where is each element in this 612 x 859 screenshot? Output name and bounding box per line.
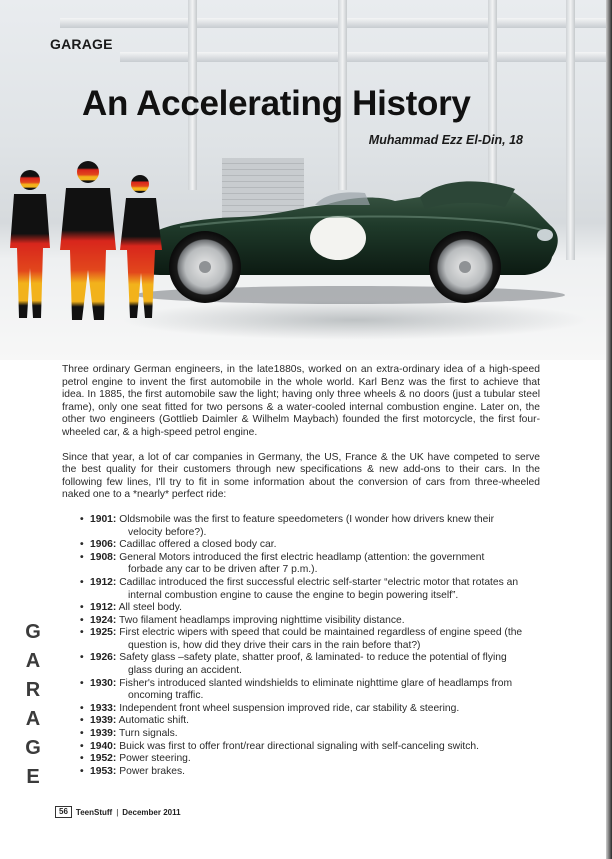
timeline-year: 1953: <box>90 765 117 777</box>
timeline-year: 1940: <box>90 740 117 752</box>
timeline-text: Power brakes. <box>119 765 186 777</box>
timeline-year: 1912: <box>90 576 117 588</box>
bullet-icon: • <box>80 513 84 525</box>
timeline-year: 1912: <box>90 602 117 614</box>
timeline-text: Buick was first to offer front/rear directional signaling with self-canceling switch. <box>119 740 480 752</box>
bullet-icon: • <box>80 753 84 765</box>
timeline-list <box>62 514 540 778</box>
bullet-icon: • <box>80 614 84 626</box>
timeline-text: Safety glass –safety plate, shatter proof, & laminated- to reduce the potential of flying <box>119 652 507 664</box>
side-label-letter: A <box>25 708 41 730</box>
bullet-icon: • <box>80 677 84 689</box>
issue-date: December 2011 <box>122 807 181 817</box>
timeline-text: Fisher's introduced slanted windshields to eliminate nighttime glare of headlamps from <box>119 677 513 689</box>
bullet-icon: • <box>80 602 84 614</box>
timeline-item <box>80 678 540 703</box>
vertical-section-label <box>18 618 48 792</box>
side-label-letter: G <box>25 737 41 759</box>
intro-paragraph: Since that year, a lot of car companies in Germany, the US, France & the UK have competed to serve the best quality for their customers through new specifications & new add-ons to their cars. In the following few lines, I'll try to fit in some information about the conversion of cars from three-wheeled naked one to a *nearly* perfect ride: <box>62 451 540 501</box>
timeline-item <box>80 753 540 766</box>
timeline-text: Automatic shift. <box>118 715 190 727</box>
article-byline: Muhammad Ezz El-Din, 18 <box>368 133 523 147</box>
timeline-text: General Motors introduced the first electric headlamp (attention: the government <box>119 551 485 563</box>
timeline-item <box>80 766 540 779</box>
section-tag: GARAGE <box>50 36 113 52</box>
bullet-icon: • <box>80 740 84 752</box>
bullet-icon: • <box>80 627 84 639</box>
bullet-icon: • <box>80 715 84 727</box>
timeline-year: 1939: <box>90 728 117 740</box>
bullet-icon: • <box>80 702 84 714</box>
page-footer <box>55 806 181 818</box>
timeline-item <box>80 577 540 602</box>
timeline-text: Independent front wheel suspension improved ride, car stability & steering. <box>119 702 460 714</box>
timeline-text: Cadillac introduced the first successful electric self-starter “electric motor that rotates an <box>119 576 519 588</box>
timeline-item <box>80 715 540 728</box>
timeline-year: 1926: <box>90 652 117 664</box>
hero-photo <box>0 0 606 360</box>
side-label-letter: A <box>25 650 41 672</box>
timeline-text: Two filament headlamps improving nighttime visibility distance. <box>119 614 405 626</box>
timeline-item <box>80 627 540 652</box>
page-edge-shadow <box>606 0 612 859</box>
timeline-text-cont: forbade any car to be driven after 7 p.m.). <box>128 564 318 576</box>
timeline-item <box>80 602 540 615</box>
timeline-text-cont: question is, how did they drive their cars in the rain before that?) <box>128 639 421 651</box>
timeline-year: 1906: <box>90 539 117 551</box>
timeline-text: All steel body. <box>118 602 182 614</box>
timeline-item <box>80 552 540 577</box>
bullet-icon: • <box>80 728 84 740</box>
timeline-year: 1901: <box>90 513 117 525</box>
timeline-item <box>80 703 540 716</box>
timeline-text-cont: velocity before?). <box>128 526 207 538</box>
bullet-icon: • <box>80 551 84 563</box>
side-label-letter: R <box>25 679 41 701</box>
flag-figures-illustration <box>10 158 175 328</box>
bullet-icon: • <box>80 765 84 777</box>
timeline-year: 1939: <box>90 715 117 727</box>
timeline-item <box>80 728 540 741</box>
magazine-name: TeenStuff <box>75 807 113 817</box>
page-number: 56 <box>55 806 72 818</box>
timeline-item <box>80 615 540 628</box>
timeline-year: 1930: <box>90 677 117 689</box>
timeline-year: 1952: <box>90 753 117 765</box>
side-label-letter: E <box>26 766 40 788</box>
intro-paragraph: Three ordinary German engineers, in the late1880s, worked on an extra-ordinary idea of a high-speed petrol engine to invent the first automobile in the whole world. Karl Benz was the first to achieve that idea. In 1885, the first automobile saw the light; having only three wheels & no doors (just a tubular steel frame), only one seat fitted for two persons & a water-cooled internal combustion engine. Later on, the other two engineers (Gottlieb Daimler & Wilhelm Maybach) founded the first motorcycle, the first four-wheeled car, & a high-speed petrol engine. <box>62 364 540 438</box>
race-car-image <box>120 175 570 310</box>
timeline-year: 1933: <box>90 702 117 714</box>
timeline-text: Power steering. <box>119 753 191 765</box>
timeline-item <box>80 652 540 677</box>
timeline-text-cont: glass during an accident. <box>128 665 242 677</box>
bullet-icon: • <box>80 539 84 551</box>
timeline-text: Oldsmobile was the first to feature speedometers (I wonder how drivers knew their <box>119 513 495 525</box>
timeline-text-cont: internal combustion engine to cause the engine to begin powering itself”. <box>128 589 459 601</box>
timeline-text: Cadillac offered a closed body car. <box>119 539 277 551</box>
ceiling-beam <box>60 18 606 28</box>
timeline-year: 1925: <box>90 627 117 639</box>
article-body <box>62 364 540 778</box>
timeline-year: 1924: <box>90 614 117 626</box>
side-label-letter: G <box>25 621 41 643</box>
footer-separator: | <box>116 807 119 817</box>
timeline-text: First electric wipers with speed that could be maintained regardless of engine speed (the <box>119 627 523 639</box>
timeline-text-cont: oncoming traffic. <box>128 690 204 702</box>
article-headline: An Accelerating History <box>82 84 471 123</box>
bullet-icon: • <box>80 652 84 664</box>
timeline-text: Turn signals. <box>119 728 178 740</box>
timeline-item <box>80 741 540 754</box>
bullet-icon: • <box>80 576 84 588</box>
timeline-item <box>80 514 540 539</box>
timeline-item <box>80 539 540 552</box>
timeline-year: 1908: <box>90 551 117 563</box>
